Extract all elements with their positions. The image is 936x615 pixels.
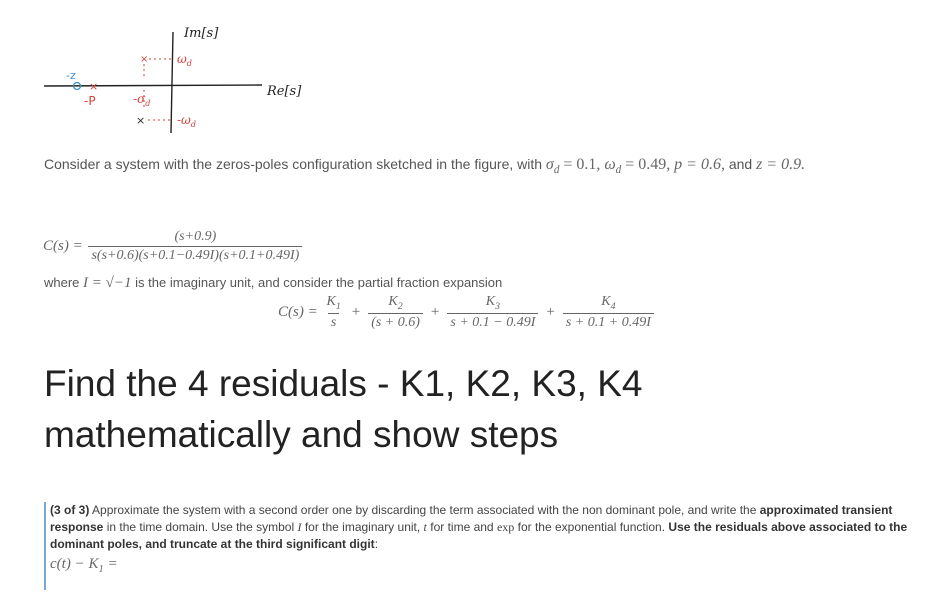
transfer-fraction xyxy=(88,229,302,264)
term-k1: $\frac{K_1}{s}$ xyxy=(326,294,341,330)
sigma-symbol: $\sigma_d = 0.1$, xyxy=(545,156,601,177)
zero-label: -z xyxy=(66,69,76,82)
imaginary-axis xyxy=(171,32,173,133)
im-axis-label: Im[s] xyxy=(184,26,219,41)
wd-label: $\omega_d$ xyxy=(177,52,192,68)
expansion-lhs: C(s) = xyxy=(278,303,318,320)
pole-label: -P xyxy=(84,94,96,108)
question-3-block xyxy=(44,502,920,590)
pole-zero-sketch xyxy=(40,18,330,138)
lower-pole-marker: × xyxy=(136,114,146,127)
heading-line-2: mathematically and show steps xyxy=(44,414,559,455)
omega-symbol: $\omega_d = 0.49$, xyxy=(604,156,671,177)
transfer-function xyxy=(43,229,304,264)
plus-sign: + xyxy=(351,303,361,320)
question-3-label: (3 of 3) xyxy=(50,503,90,517)
transfer-lhs: C(s) = xyxy=(43,237,83,254)
z-value: z = 0.9. xyxy=(756,156,806,173)
and-text: and xyxy=(728,156,753,172)
intro-paragraph xyxy=(44,156,924,176)
real-pole-marker: × xyxy=(89,80,99,93)
real-axis xyxy=(44,85,262,86)
transfer-numerator: (s+0.9) xyxy=(174,229,217,244)
re-axis-label: Re[s] xyxy=(267,84,302,99)
question-heading xyxy=(44,358,904,460)
partial-fraction-expansion xyxy=(278,294,656,331)
sigma-label: $-\sigma_d$ xyxy=(133,92,151,108)
plus-sign: + xyxy=(430,303,440,320)
neg-wd-label: $-\omega_d$ xyxy=(177,113,196,129)
upper-pole-marker: × xyxy=(140,54,149,65)
intro-text: Consider a system with the zeros-poles configuration sketched in the figure, with xyxy=(44,156,543,172)
where-prefix: where xyxy=(44,275,80,290)
imaginary-unit-def: I = √−1 xyxy=(83,275,132,291)
term-k3: $\frac{K_3}{s + 0.1 - 0.49I}$ xyxy=(447,294,538,331)
plus-sign: + xyxy=(546,303,555,320)
p-value: p = 0.6, xyxy=(674,156,725,173)
answer-input-line[interactable]: $c(t) - K_1$ = xyxy=(50,556,118,575)
transfer-denominator: s(s+0.6)(s+0.1−0.49I)(s+0.1+0.49I) xyxy=(88,246,302,264)
imaginary-unit-note xyxy=(44,275,502,292)
question-3-text: (3 of 3) Approximate the system with a second order one by discarding the term associated with the non dominant pole, and write the approximated transient response in the time domain. Use the symbol I for the imaginary unit, t for time and exp for the exponential function. Use the residuals above associated to the dominant poles, and truncate at the third significant digit: xyxy=(50,503,908,551)
term-k4: $\frac{K_4}{s + 0.1 + 0.49I}$ xyxy=(563,294,654,331)
heading-line-1: Find the 4 residuals - K1, K2, K3, K4 xyxy=(44,363,643,404)
where-suffix: is the imaginary unit, and consider the partial fraction expansion xyxy=(135,275,503,290)
term-k2: $\frac{K_2}{(s + 0.6)}$ xyxy=(368,294,423,331)
